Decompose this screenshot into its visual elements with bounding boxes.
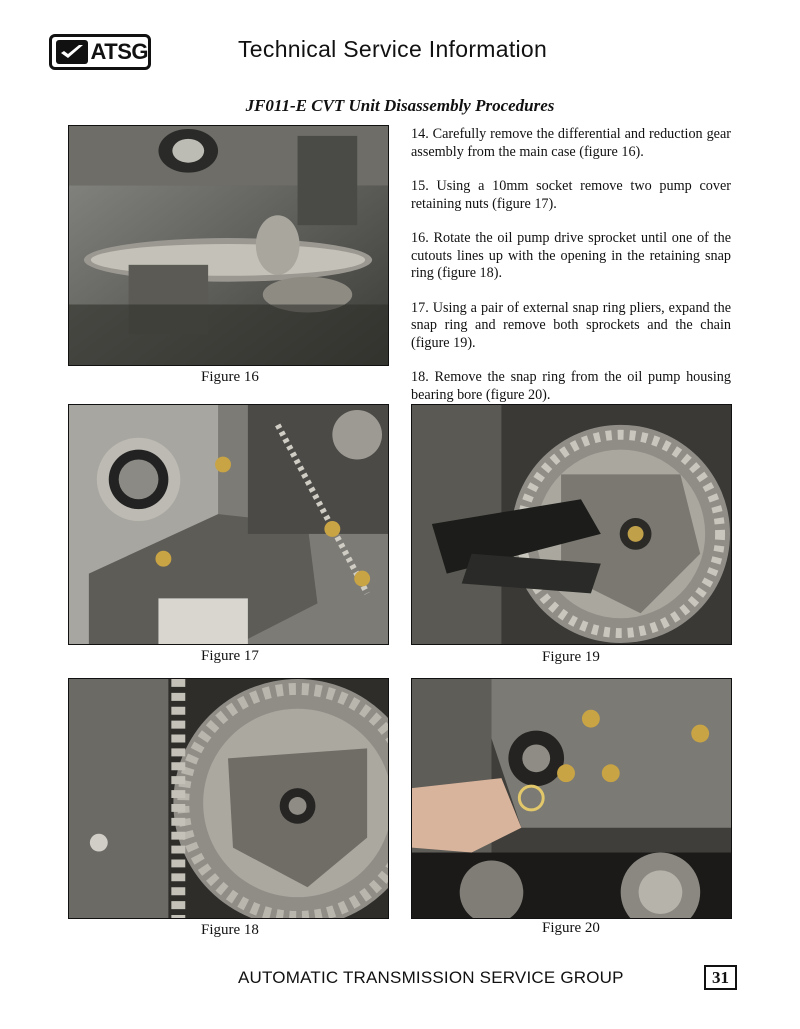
figure-19-photo [411,404,732,645]
figure-17-photo [68,404,389,645]
step-17: 17. Using a pair of external snap ring pliers, expand the snap ring and remove both sprockets and the chain (figure 19). [411,299,731,351]
step-16: 16. Rotate the oil pump drive sprocket until one of the cutouts lines up with the opening in the retaining snap ring (figure 18). [411,230,731,281]
figure-17-caption: Figure 17 [201,648,259,664]
figure-19-caption: Figure 19 [542,649,600,665]
step-18: 18. Remove the snap ring from the oil pump housing bearing bore (figure 20). [411,369,731,403]
footer-organization: AUTOMATIC TRANSMISSION SERVICE GROUP [238,968,624,987]
procedure-steps [411,126,731,421]
figure-16-photo [68,125,389,366]
step-14: 14. Carefully remove the differential and reduction gear assembly from the main case (figure 16). [411,126,731,160]
header-title: Technical Service Information [238,36,548,62]
figure-20-caption: Figure 20 [542,920,600,936]
figure-20-photo [411,678,732,919]
checkmark-icon [56,40,88,64]
figure-16-caption: Figure 16 [201,369,259,385]
step-15: 15. Using a 10mm socket remove two pump cover retaining nuts (figure 17). [411,178,731,212]
logo-text: ATSG [90,39,148,64]
figure-18-caption: Figure 18 [201,922,259,938]
page-number: 31 [704,965,737,990]
figure-18-photo [68,678,389,919]
document-title: JF011-E CVT Unit Disassembly Procedures [245,96,555,115]
atsg-logo [49,34,151,70]
